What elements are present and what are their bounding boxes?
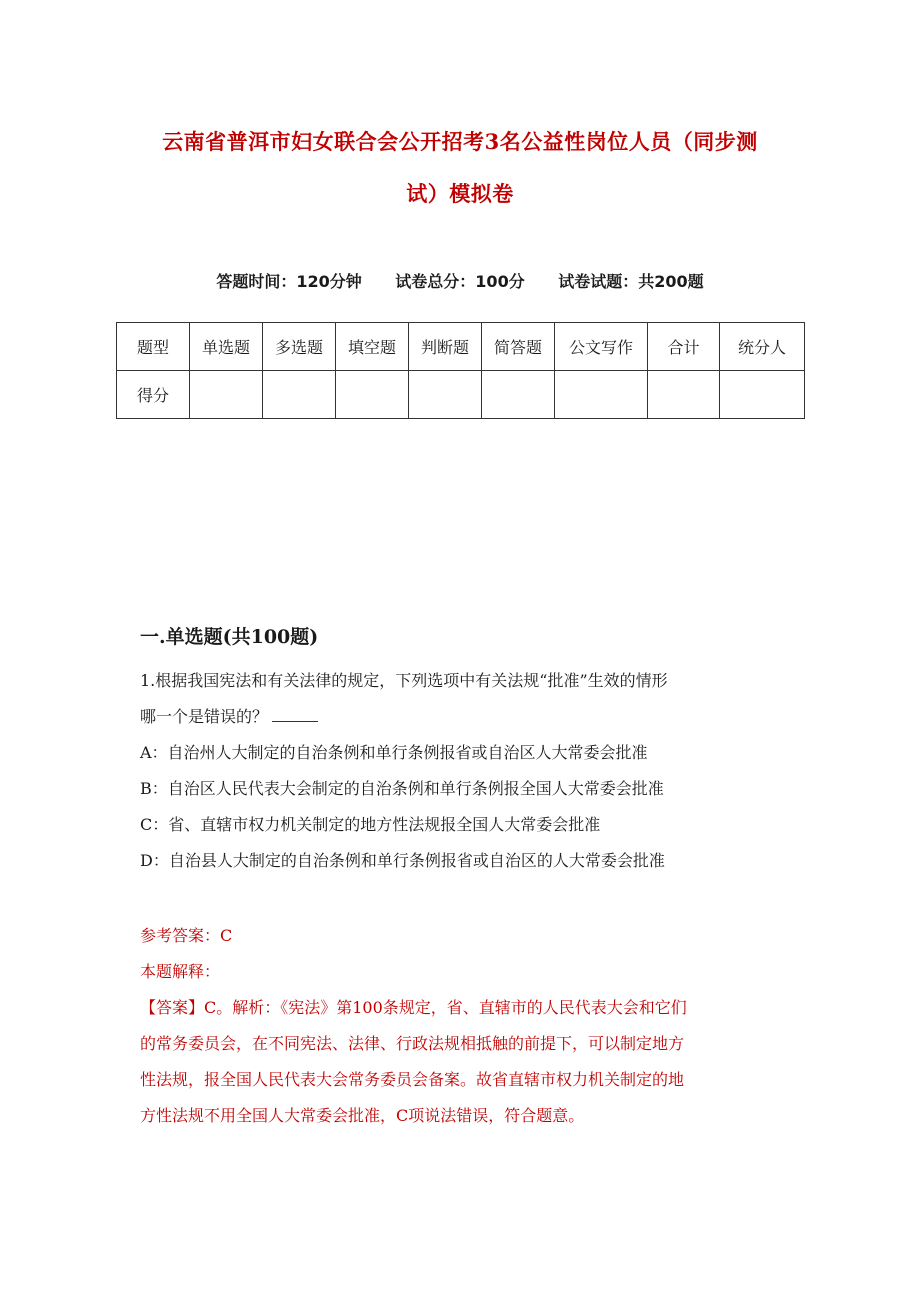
explanation-line: 方性法规不用全国人大常委会批准，C项说法错误，符合题意。: [140, 1106, 585, 1125]
score-header-cell: 判断题: [409, 323, 482, 371]
exam-total-score: 试卷总分：100分: [395, 272, 525, 291]
explanation-line: 的常务委员会，在不同宪法、法律、行政法规相抵触的前提下，可以制定地方: [140, 1034, 685, 1053]
score-cell: [190, 371, 263, 419]
score-cell: [482, 371, 555, 419]
exam-question-count: 试卷试题：共200题: [558, 272, 704, 291]
option-c: C：省、直辖市权力机关制定的地方性法规报全国人大常委会批准: [140, 815, 601, 834]
document-title: [140, 116, 780, 220]
score-cell: [648, 371, 720, 419]
exam-time: 答题时间：120分钟: [216, 272, 362, 291]
answer-blank: [272, 703, 318, 722]
score-header-cell: 填空题: [336, 323, 409, 371]
question-stem-text: 哪一个是错误的？: [140, 707, 269, 726]
option-a: A：自治州人大制定的自治条例和单行条例报省或自治区人大常委会批准: [140, 743, 648, 762]
score-cell: [555, 371, 648, 419]
question-stem-line-1: 1.根据我国宪法和有关法律的规定，下列选项中有关法规“批准”生效的情形: [140, 671, 668, 690]
exam-meta: [0, 269, 920, 292]
explanation-line: 性法规，报全国人民代表大会常务委员会备案。故省直辖市权力机关制定的地: [140, 1070, 685, 1089]
explanation-line: 【答案】C。解析：《宪法》第100条规定，省、直辖市的人民代表大会和它们: [140, 998, 687, 1017]
score-table-score-row: [117, 371, 805, 419]
question-1: [140, 663, 780, 879]
title-line-1: 云南省普洱市妇女联合会公开招考3名公益性岗位人员（同步测: [162, 129, 758, 154]
score-row-label: 得分: [117, 371, 190, 419]
score-header-cell: 题型: [117, 323, 190, 371]
explanation: [140, 990, 780, 1134]
score-cell: [336, 371, 409, 419]
score-cell: [720, 371, 805, 419]
score-cell: [409, 371, 482, 419]
option-d: D：自治县人大制定的自治条例和单行条例报省或自治区的人大常委会批准: [140, 851, 665, 870]
explanation-label: 本题解释：: [140, 962, 221, 981]
answer-block: [140, 918, 780, 990]
score-cell: [263, 371, 336, 419]
score-header-cell: 公文写作: [555, 323, 648, 371]
section-title: 一.单选题(共100题): [140, 626, 319, 648]
option-b: B：自治区人民代表大会制定的自治条例和单行条例报全国人大常委会批准: [140, 779, 664, 798]
question-stem-line-2: [140, 699, 780, 735]
score-table: [116, 322, 805, 419]
score-header-cell: 简答题: [482, 323, 555, 371]
reference-answer: 参考答案：C: [140, 926, 233, 945]
score-header-cell: 合计: [648, 323, 720, 371]
score-header-cell: 单选题: [190, 323, 263, 371]
score-header-cell: 多选题: [263, 323, 336, 371]
score-table-header-row: [117, 323, 805, 371]
title-line-2: 试）模拟卷: [406, 181, 514, 206]
score-header-cell: 统分人: [720, 323, 805, 371]
